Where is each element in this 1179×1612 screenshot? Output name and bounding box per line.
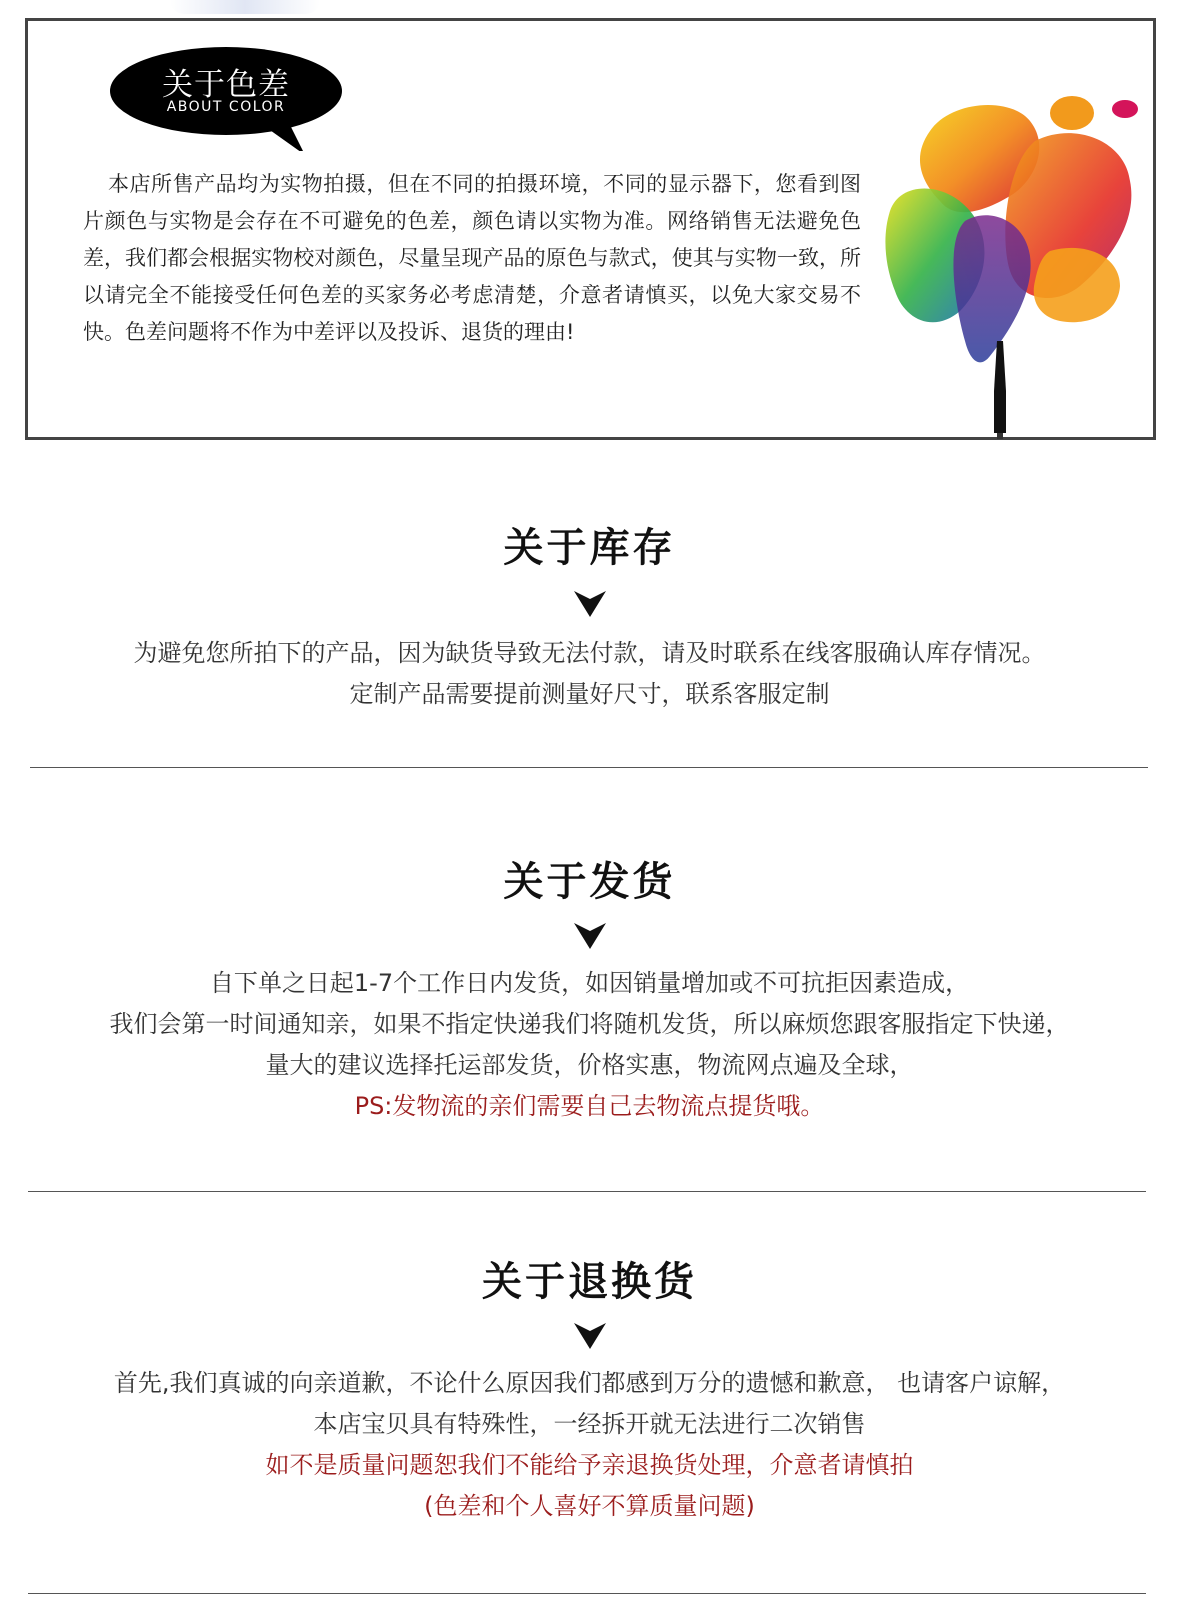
returns-section <box>0 1250 1179 1527</box>
shipping-title: 关于发货 <box>503 859 676 905</box>
inventory-title: 关于库存 <box>503 525 676 571</box>
divider <box>30 767 1148 768</box>
inventory-line: 为避免您所拍下的产品，因为缺货导致无法付款，请及时联系在线客服确认库存情况。 <box>133 639 1046 667</box>
chevron-down-icon <box>574 921 606 949</box>
returns-line: 首先,我们真诚的向亲道歉，不论什么原因我们都感到万分的遗憾和歉意， 也请客户谅解， <box>113 1369 1066 1397</box>
shipping-section <box>0 850 1179 1127</box>
returns-title: 关于退换货 <box>482 1259 697 1305</box>
shipping-line: 我们会第一时间通知亲，如果不指定快递我们将随机发货，所以麻烦您跟客服指定下快递， <box>109 1010 1070 1038</box>
chevron-down-icon <box>574 1321 606 1349</box>
returns-line: 本店宝贝具有特殊性，一经拆开就无法进行二次销售 <box>313 1410 866 1438</box>
shipping-line: 量大的建议选择托运部发货，价格实惠，物流网点遍及全球， <box>265 1051 914 1079</box>
returns-highlight: (色差和个人喜好不算质量问题) <box>424 1492 755 1520</box>
top-decoration <box>170 0 320 14</box>
color-paragraph: 本店所售产品均为实物拍摄，但在不同的拍摄环境，不同的显示器下，您看到图片颜色与实物是会存在不可避免的色差，颜色请以实物为准。网络销售无法避免色差，我们都会根据实物校对颜色，尽量呈现产品的原色与款式，使其与实物一致，所以请完全不能接受任何色差的买家务必考虑清楚，介意者请慎买，以免大家交易不快。色差问题将不作为中差评以及投诉、退货的理由! <box>83 172 861 344</box>
paint-splash-icon <box>860 71 1150 441</box>
divider <box>28 1191 1146 1192</box>
color-title: 关于色差 <box>162 67 290 103</box>
color-subtitle: ABOUT COLOR <box>166 99 286 115</box>
inventory-line: 定制产品需要提前测量好尺寸，联系客服定制 <box>349 680 830 708</box>
speech-bubble-badge <box>110 43 352 151</box>
shipping-highlight: PS:发物流的亲们需要自己去物流点提货哦。 <box>354 1092 825 1120</box>
divider <box>28 1593 1146 1594</box>
chevron-down-icon <box>574 589 606 617</box>
shipping-line: 自下单之日起1-7个工作日内发货，如因销量增加或不可抗拒因素造成， <box>209 969 970 997</box>
returns-highlight: 如不是质量问题恕我们不能给予亲退换货处理，介意者请慎拍 <box>265 1451 914 1479</box>
inventory-section <box>0 516 1179 715</box>
color-notice-box <box>25 18 1156 440</box>
